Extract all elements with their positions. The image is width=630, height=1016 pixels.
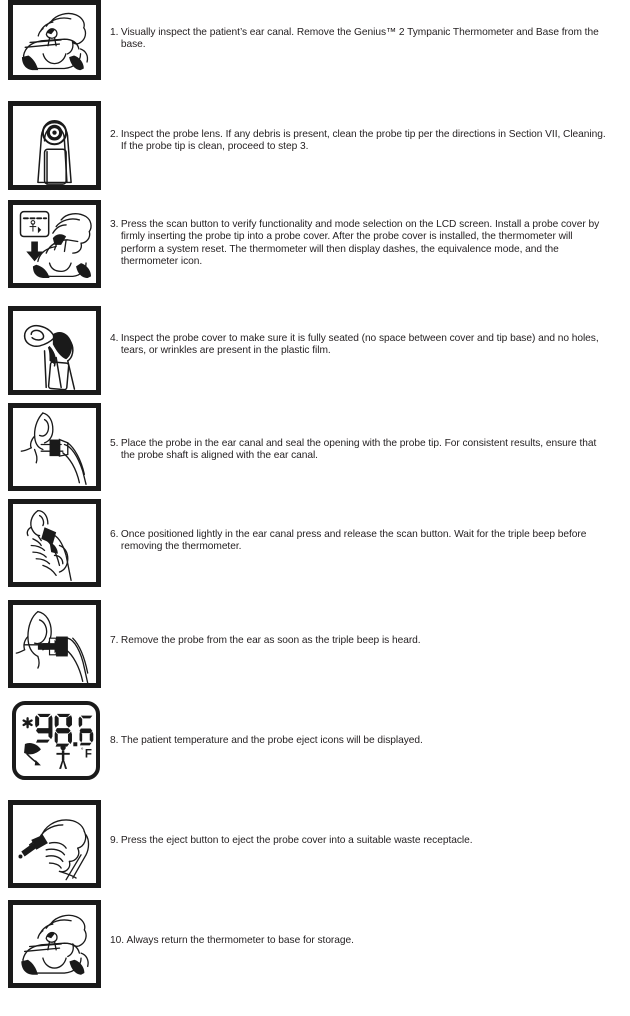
step-number: 6. (110, 529, 119, 540)
text-cell (110, 197, 630, 269)
step-text: Always return the thermometer to base for storage. (126, 935, 354, 946)
figure-remove-probe-from-ear (8, 600, 101, 688)
probe-eject-icon (24, 743, 41, 765)
figure-cell (0, 596, 110, 688)
step-row (0, 496, 630, 596)
lcd-asterisk-icon (24, 718, 32, 727)
figure-insert-probe-into-cover (8, 200, 101, 288)
figure-probe-cover-seated-closeup (8, 306, 101, 395)
step-row (0, 596, 630, 696)
figure-cell (0, 0, 110, 80)
figure-cell (0, 496, 110, 587)
step-row (0, 300, 630, 399)
figure-probe-placed-in-ear-canal (8, 403, 101, 491)
step-text: Inspect the probe cover to make sure it is fully seated (no space between cover and tip base) and no holes, tears, or wrinkles are present in the plastic film. (120, 333, 599, 357)
text-cell (110, 96, 630, 154)
step-text: Remove the probe from the ear as soon as the triple beep is heard. (120, 635, 421, 646)
lcd-unit-label: F (84, 748, 92, 761)
step-row (0, 0, 630, 96)
text-cell (110, 0, 630, 52)
step-row (0, 96, 630, 197)
step-row (0, 197, 630, 300)
step-text: Place the probe in the ear canal and seal the opening with the probe tip. For consistent results, ensure that the probe shaft is aligned with the ear canal. (120, 438, 597, 462)
lcd-degree-symbol: ° (80, 747, 84, 755)
text-cell (110, 300, 630, 358)
text-cell (110, 696, 630, 747)
figure-cell (0, 96, 110, 190)
step-number: 1. (110, 27, 119, 38)
step-number: 8. (110, 735, 119, 746)
text-cell (110, 496, 630, 554)
step-text: Inspect the probe lens. If any debris is present, clean the probe tip per the directions in Section VII, Cleaning. If the probe tip is clean, proceed to step 3. (120, 129, 606, 153)
step-row (0, 399, 630, 496)
step-text: Once positioned lightly in the ear canal press and release the scan button. Wait for the triple beep before removing the thermometer. (120, 529, 587, 553)
step-number: 2. (110, 129, 119, 140)
text-cell (110, 399, 630, 463)
step-text: Press the eject button to eject the probe cover into a suitable waste receptacle. (120, 835, 473, 846)
step-number: 5. (110, 438, 119, 449)
figure-press-scan-button-in-ear (8, 499, 101, 587)
text-cell (110, 896, 630, 947)
figure-cell (0, 399, 110, 491)
step-number: 9. (110, 835, 119, 846)
figure-hand-removing-thermometer-from-base (8, 0, 101, 80)
figure-cell (0, 896, 110, 988)
step-number: 7. (110, 635, 119, 646)
text-cell (110, 596, 630, 647)
step-text: Visually inspect the patient’s ear canal. Remove the Genius™ 2 Tympanic Thermometer and Base from the base. (120, 27, 599, 51)
text-cell (110, 796, 630, 847)
figure-cell (0, 197, 110, 288)
figure-cell (0, 696, 110, 780)
lcd-digits (35, 714, 93, 747)
figure-probe-lens-closeup (8, 101, 101, 190)
figure-cell (0, 300, 110, 395)
figure-press-eject-button (8, 800, 101, 888)
step-number: 4. (110, 333, 119, 344)
lcd-person-icon (56, 745, 69, 769)
step-number: 10. (110, 935, 125, 946)
step-text: The patient temperature and the probe eject icons will be displayed. (120, 735, 423, 746)
figure-lcd-display-reading (12, 701, 100, 780)
step-row (0, 796, 630, 896)
step-row (0, 696, 630, 796)
step-number: 3. (110, 219, 119, 230)
figure-cell (0, 796, 110, 888)
step-row (0, 896, 630, 996)
figure-return-thermometer-to-base (8, 900, 101, 988)
step-text: Press the scan button to verify functionality and mode selection on the LCD screen. Install a probe cover by firmly inserting the probe tip into a probe cover. After the probe cover is installed, the thermometer will perform a system reset. The thermometer will then display dashes, the equivalence mode, and the thermometer icon. (120, 219, 600, 268)
